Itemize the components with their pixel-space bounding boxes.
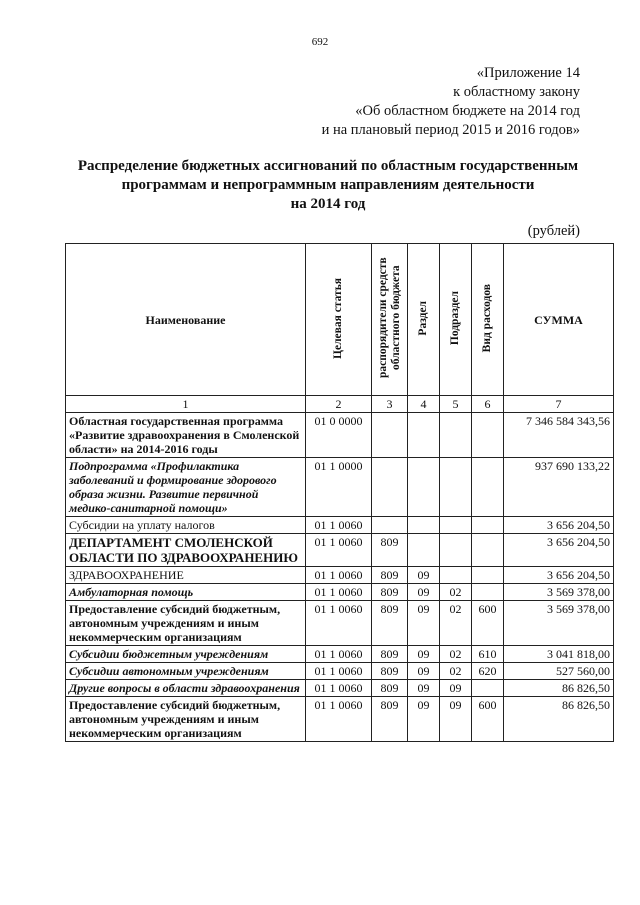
row-target: 01 1 0060 <box>306 601 372 646</box>
row-section <box>408 458 440 517</box>
appendix-line: и на плановый период 2015 и 2016 годов» <box>321 122 580 138</box>
row-manager <box>372 413 408 458</box>
row-manager: 809 <box>372 663 408 680</box>
appendix-line: «Приложение 14 <box>476 65 580 81</box>
row-target: 01 1 0060 <box>306 534 372 567</box>
row-name: Субсидии на уплату налогов <box>66 517 306 534</box>
header-row <box>66 244 614 396</box>
header-target-label: Целевая статья <box>332 277 344 359</box>
row-manager: 809 <box>372 680 408 697</box>
row-target: 01 0 0000 <box>306 413 372 458</box>
row-target: 01 1 0060 <box>306 663 372 680</box>
title-line: Распределение бюджетных ассигнований по областным государственным <box>77 158 579 174</box>
table-row <box>66 697 614 742</box>
row-type <box>472 680 504 697</box>
row-name: Другие вопросы в области здравоохранения <box>66 680 306 697</box>
row-name: Подпрограмма «Профилактика заболеваний и формирование здорового образа жизни. Развитие первичной медико-санитарной помощи» <box>66 458 306 517</box>
row-section: 09 <box>408 646 440 663</box>
row-type <box>472 458 504 517</box>
row-subsection: 02 <box>440 663 472 680</box>
row-subsection <box>440 458 472 517</box>
header-sum: СУММА <box>504 244 614 396</box>
table-row <box>66 413 614 458</box>
column-number: 2 <box>306 396 372 413</box>
row-manager <box>372 517 408 534</box>
row-section <box>408 517 440 534</box>
row-subsection: 02 <box>440 584 472 601</box>
row-section: 09 <box>408 601 440 646</box>
column-number: 3 <box>372 396 408 413</box>
row-manager: 809 <box>372 697 408 742</box>
row-name: Субсидии бюджетным учреждениям <box>66 646 306 663</box>
appendix-note <box>322 64 580 140</box>
page-number: 692 <box>311 36 329 48</box>
row-sum: 3 656 204,50 <box>504 517 614 534</box>
header-expense-type <box>472 244 504 396</box>
table-row <box>66 680 614 697</box>
row-manager: 809 <box>372 646 408 663</box>
row-type <box>472 584 504 601</box>
row-subsection: 02 <box>440 646 472 663</box>
row-sum: 3 041 818,00 <box>504 646 614 663</box>
row-section: 09 <box>408 584 440 601</box>
row-type: 610 <box>472 646 504 663</box>
row-sum: 937 690 133,22 <box>504 458 614 517</box>
row-subsection <box>440 567 472 584</box>
units-label: (рублей) <box>527 223 580 239</box>
row-section <box>408 534 440 567</box>
table-row <box>66 567 614 584</box>
row-name: ЗДРАВООХРАНЕНИЕ <box>66 567 306 584</box>
row-type: 620 <box>472 663 504 680</box>
row-type: 600 <box>472 697 504 742</box>
row-subsection <box>440 534 472 567</box>
row-name: Предоставление субсидий бюджетным, автономным учреждениям и иным некоммерческим организациям <box>66 601 306 646</box>
table-row <box>66 517 614 534</box>
header-manager-label: распорядители средств областного бюджета <box>376 257 402 379</box>
header-name: Наименование <box>66 244 306 396</box>
row-type <box>472 413 504 458</box>
row-target: 01 1 0060 <box>306 584 372 601</box>
row-sum: 86 826,50 <box>504 697 614 742</box>
row-sum: 3 569 378,00 <box>504 601 614 646</box>
row-manager: 809 <box>372 584 408 601</box>
row-target: 01 1 0060 <box>306 680 372 697</box>
header-subsection <box>440 244 472 396</box>
table-row <box>66 601 614 646</box>
column-number: 6 <box>472 396 504 413</box>
column-number: 7 <box>504 396 614 413</box>
column-number: 1 <box>66 396 306 413</box>
column-number: 5 <box>440 396 472 413</box>
row-subsection: 09 <box>440 697 472 742</box>
row-section: 09 <box>408 680 440 697</box>
row-sum: 7 346 584 343,56 <box>504 413 614 458</box>
row-manager: 809 <box>372 534 408 567</box>
row-sum: 3 569 378,00 <box>504 584 614 601</box>
header-expense-type-label: Вид расходов <box>481 283 493 353</box>
header-manager <box>372 244 408 396</box>
appendix-line: к областному закону <box>453 84 580 100</box>
row-subsection: 09 <box>440 680 472 697</box>
row-name: Амбулаторная помощь <box>66 584 306 601</box>
row-manager <box>372 458 408 517</box>
document-title <box>58 157 598 214</box>
header-subsection-label: Подраздел <box>449 290 461 346</box>
header-section <box>408 244 440 396</box>
row-sum: 3 656 204,50 <box>504 534 614 567</box>
row-type <box>472 567 504 584</box>
row-section <box>408 413 440 458</box>
row-target: 01 1 0000 <box>306 458 372 517</box>
row-subsection <box>440 517 472 534</box>
table-row <box>66 584 614 601</box>
title-line: программам и непрограммным направлениям деятельности <box>121 177 535 193</box>
table-row <box>66 534 614 567</box>
row-type <box>472 534 504 567</box>
title-line: на 2014 год <box>290 196 366 212</box>
row-section: 09 <box>408 567 440 584</box>
row-section: 09 <box>408 663 440 680</box>
table-row <box>66 663 614 680</box>
row-target: 01 1 0060 <box>306 517 372 534</box>
row-manager: 809 <box>372 601 408 646</box>
appendix-line: «Об областном бюджете на 2014 год <box>355 103 580 119</box>
row-subsection <box>440 413 472 458</box>
header-target <box>306 244 372 396</box>
row-target: 01 1 0060 <box>306 646 372 663</box>
column-number-row <box>66 396 614 413</box>
table-row <box>66 646 614 663</box>
row-type: 600 <box>472 601 504 646</box>
row-name: Предоставление субсидий бюджетным, автономным учреждениям и иным некоммерческим организациям <box>66 697 306 742</box>
row-sum: 86 826,50 <box>504 680 614 697</box>
row-name: ДЕПАРТАМЕНТ СМОЛЕНСКОЙ ОБЛАСТИ ПО ЗДРАВООХРАНЕНИЮ <box>66 534 306 567</box>
column-number: 4 <box>408 396 440 413</box>
row-target: 01 1 0060 <box>306 567 372 584</box>
row-name: Субсидии автономным учреждениям <box>66 663 306 680</box>
row-target: 01 1 0060 <box>306 697 372 742</box>
row-type <box>472 517 504 534</box>
row-section: 09 <box>408 697 440 742</box>
row-subsection: 02 <box>440 601 472 646</box>
header-section-label: Раздел <box>417 300 429 336</box>
row-name: Областная государственная программа «Развитие здравоохранения в Смоленской области» на 2014-2016 годы <box>66 413 306 458</box>
budget-table <box>65 243 614 742</box>
row-manager: 809 <box>372 567 408 584</box>
table-row <box>66 458 614 517</box>
row-sum: 527 560,00 <box>504 663 614 680</box>
row-sum: 3 656 204,50 <box>504 567 614 584</box>
